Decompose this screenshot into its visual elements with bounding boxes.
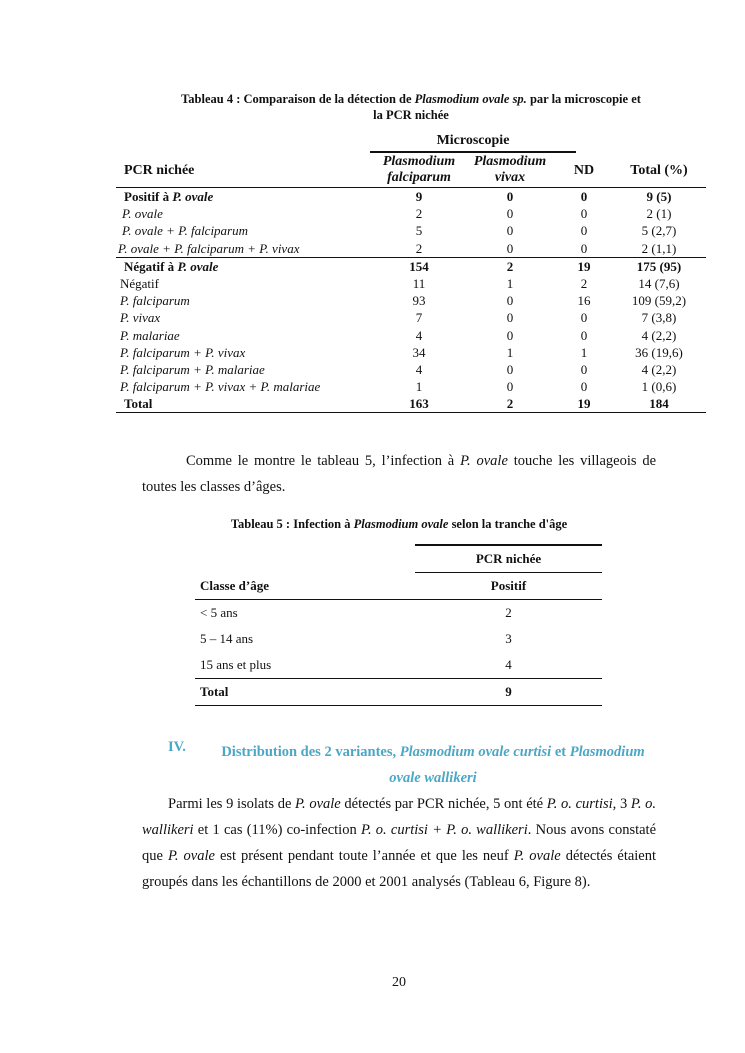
table-row (116, 222, 706, 239)
row-label: P. ovale + P. falciparum (122, 223, 249, 239)
cell-pv: 0 (506, 240, 514, 256)
table-row (116, 257, 706, 275)
cell-pv: 1 (506, 276, 514, 292)
row-label: P. falciparum + P. vivax + P. malariae (120, 379, 321, 395)
cell-pf: 34 (412, 344, 426, 360)
cell-nd: 1 (580, 344, 588, 360)
cell-pv: 0 (506, 293, 514, 309)
cell-nd: 0 (580, 206, 588, 222)
cell-nd: 0 (580, 189, 588, 205)
table-row (116, 188, 706, 206)
row-label: P. ovale + P. falciparum + P. vivax (118, 240, 300, 256)
header-p-vivax: Plasmodium vivax (464, 153, 556, 188)
header-p-falciparum: Plasmodium falciparum (374, 153, 464, 188)
table-row (116, 275, 706, 292)
cell-total: 36 (19,6) (635, 344, 683, 360)
table-row (116, 378, 706, 395)
cell-pv: 0 (506, 310, 514, 326)
cell-nd: 0 (580, 379, 588, 395)
row-label: < 5 ans (200, 605, 238, 620)
row-value: 4 (505, 657, 512, 672)
cell-pf: 2 (415, 240, 423, 256)
cell-pf: 9 (415, 189, 423, 205)
cell-total: 175 (95) (612, 257, 706, 275)
table4 (116, 153, 706, 413)
table-row (195, 626, 602, 652)
cell-total: 109 (59,2) (631, 293, 687, 309)
paragraph-2: Parmi les 9 isolats de P. ovale détectés par PCR nichée, 5 ont été P. o. curtisi, 3 P. o. wallikeri et 1 cas (11%) co-infection P. o. curtisi + P. o. wallikeri. Nous avons constaté que P. ovale est présent pendant toute l’année et que les neuf P. ovale détectés étaient groupés dans les échantillons de 2000 et 2001 analysés (Tableau 6, Figure 8). (142, 796, 657, 890)
row-label: P. falciparum + P. vivax (120, 344, 246, 360)
cell-total: 14 (7,6) (638, 276, 680, 292)
cell-pf: 7 (415, 310, 423, 326)
cell-pv: 0 (506, 379, 514, 395)
cell-pv: 0 (506, 206, 514, 222)
table5-pcr-header: PCR nichée (415, 545, 602, 573)
cell-total: 9 (5) (646, 189, 672, 205)
cell-pv: 1 (506, 344, 514, 360)
cell-pf: 2 (415, 206, 423, 222)
table-row-total (116, 395, 706, 413)
cell-nd: 0 (580, 223, 588, 239)
table-row (116, 240, 706, 258)
cell-pf: 154 (374, 257, 464, 275)
cell-nd: 2 (580, 276, 588, 292)
table5-group-row (195, 545, 602, 573)
cell-total: 5 (2,7) (641, 223, 677, 239)
header-total: Total (%) (612, 153, 706, 188)
row-label: P. malariae (120, 327, 180, 343)
cell-nd: 19 (556, 257, 612, 275)
row-label: 5 – 14 ans (200, 631, 254, 646)
section-title: Distribution des 2 variantes, Plasmodium ovale curtisi et Plasmodium ovale wallikeri (221, 744, 645, 786)
row-label: P. vivax (120, 310, 161, 326)
cell-total: 4 (2,2) (641, 327, 677, 343)
cell-nd: 16 (577, 293, 591, 309)
cell-total: 7 (3,8) (641, 310, 677, 326)
table5-col-label: Classe d’âge (195, 573, 415, 600)
table5-col-value: Positif (415, 573, 602, 600)
table4-header-row (116, 153, 706, 188)
row-label: Positif à P. ovale (124, 189, 214, 205)
row-value: 2 (505, 605, 512, 620)
table-row (116, 205, 706, 222)
cell-pv: 0 (506, 189, 514, 205)
cell-nd: 0 (580, 327, 588, 343)
table-row-total (195, 679, 602, 706)
table-row (116, 344, 706, 361)
cell-nd: 0 (580, 361, 588, 377)
table-row (116, 327, 706, 344)
header-pcr-nichee: PCR nichée (116, 153, 374, 188)
row-value: 3 (505, 631, 512, 646)
table-row (116, 292, 706, 309)
table5-header-row (195, 573, 602, 600)
cell-nd: 0 (580, 310, 588, 326)
cell-pf: 4 (415, 327, 423, 343)
section-number: IV. (168, 739, 186, 755)
header-nd: ND (556, 153, 612, 188)
cell-total: 4 (2,2) (641, 361, 677, 377)
cell-pv: 2 (464, 395, 556, 413)
cell-nd: 0 (580, 240, 588, 256)
cell-pv: 2 (464, 257, 556, 275)
row-label: Négatif (120, 276, 159, 292)
page-number: 20 (392, 975, 406, 990)
table5-caption: Tableau 5 : Infection à Plasmodium ovale selon la tranche d'âge (230, 517, 568, 531)
row-label: Total (195, 679, 415, 706)
table5 (195, 544, 602, 706)
paragraph-1: Comme le montre le tableau 5, l’infection à P. ovale touche les villageois de toutes les classes d’âges. (142, 453, 657, 495)
cell-pf: 163 (374, 395, 464, 413)
table-row (116, 361, 706, 378)
cell-pf: 5 (415, 223, 423, 239)
cell-pf: 4 (415, 361, 423, 377)
table-row (195, 600, 602, 627)
row-label: P. falciparum + P. malariae (120, 361, 265, 377)
cell-pf: 93 (412, 293, 426, 309)
row-value: 9 (415, 679, 602, 706)
row-label: Négatif à P. ovale (116, 257, 374, 275)
table-row (116, 309, 706, 326)
cell-pf: 1 (415, 379, 423, 395)
row-label: Total (116, 395, 374, 413)
row-label: P. ovale (122, 206, 163, 222)
cell-total: 1 (0,6) (641, 379, 677, 395)
cell-total: 184 (612, 395, 706, 413)
row-label: P. falciparum (120, 293, 190, 309)
cell-total: 2 (1,1) (641, 240, 677, 256)
cell-pv: 0 (506, 361, 514, 377)
cell-pf: 11 (412, 276, 426, 292)
row-label: 15 ans et plus (200, 657, 272, 672)
table4-caption: Tableau 4 : Comparaison de la détection de Plasmodium ovale sp. par la microscopie et la PCR nichée (181, 92, 641, 122)
cell-pv: 0 (506, 327, 514, 343)
cell-nd: 19 (556, 395, 612, 413)
table4-microscopie-header: Microscopie (370, 133, 576, 153)
cell-total: 2 (1) (646, 206, 672, 222)
cell-pv: 0 (506, 223, 514, 239)
table-row (195, 652, 602, 679)
